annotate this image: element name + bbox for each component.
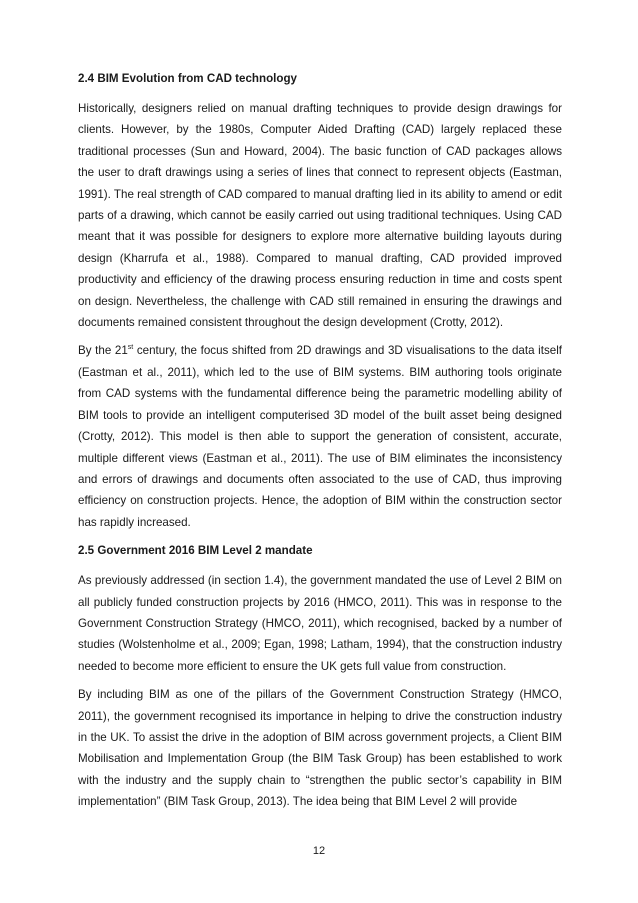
page-number: 12 — [312, 845, 326, 857]
section-heading-government-mandate: 2.5 Government 2016 BIM Level 2 mandate — [78, 544, 313, 558]
paragraph-construction-strategy: By including BIM as one of the pillars of the Government Construction Strategy (HMCO, 2011), the government recognised its importance in helping to drive the construction industry in the UK. To assist the drive in the adoption of BIM across government projects, a Client BIM Mobilisation and Implementation Group (the BIM Task Group) has been established to work with the industry and the supply chain to “strengthen the public sector’s capability in BIM implementation” (BIM Task Group, 2013). The idea being that BIM Level 2 will provide — [78, 688, 562, 809]
paragraph-mandate: As previously addressed (in section 1.4), the government mandated the use of Level 2 BIM on all publicly funded construction projects by 2016 (HMCO, 2011). This was in response to the Government Construction Strategy (HMCO, 2011), which recognised, backed by a number of studies (Wolstenholme et al., 2009; Egan, 1998; Latham, 1994), that the construction industry needed to become more efficient to ensure the UK gets full value from construction. — [78, 574, 562, 673]
century-prefix: By the 21 — [78, 344, 128, 358]
century-rest: century, the focus shifted from 2D drawings and 3D visualisations to the data itself (Eastman et al., 2011), which led to the use of BIM systems. BIM authoring tools originate from CAD systems with the fundamental difference being the parametric modelling ability of BIM tools to provide an intelligent computerised 3D model of the built asset being designed (Crotty, 2012). This model is then able to support the generation of consistent, accurate, multiple different views (Eastman et al., 2011). The use of BIM eliminates the inconsistency and errors of drawings and documents often associated to the use of CAD, thus improving efficiency on construction projects. Hence, the adoption of BIM within the construction sector has rapidly increased. — [78, 344, 562, 529]
paragraph-cad-history: Historically, designers relied on manual drafting techniques to provide design drawings for clients. However, by the 1980s, Computer Aided Drafting (CAD) largely replaced these traditional processes (Sun and Howard, 2004). The basic function of CAD packages allows the user to draft drawings using a series of lines that connect to represent objects (Eastman, 1991). The real strength of CAD compared to manual drafting lied in its ability to amend or edit parts of a drawing, which cannot be easily carried out using traditional techniques. Using CAD meant that it was possible for designers to explore more alternative building layouts during design (Kharrufa et al., 1988). Compared to manual drafting, CAD provided improved productivity and efficiency of the drawing process ensuring reduction in time and costs spent on design. Nevertheless, the challenge with CAD still remained in ensuring the drawings and documents remained consistent throughout the design development (Crotty, 2012). — [78, 102, 562, 330]
document-page — [78, 68, 562, 820]
century-superscript: st — [127, 344, 134, 352]
paragraph-21st-century — [78, 340, 562, 533]
section-heading-bim-evolution: 2.4 BIM Evolution from CAD technology — [78, 72, 298, 85]
